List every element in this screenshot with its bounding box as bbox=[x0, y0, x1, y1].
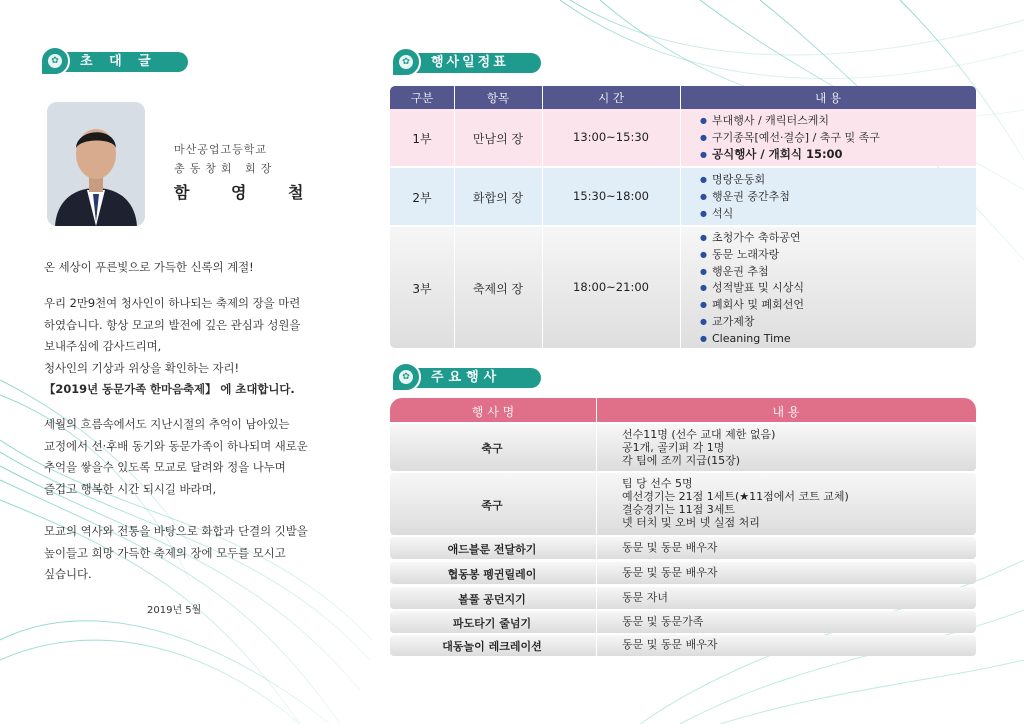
letter-line: 보내주심에 감사드리며, bbox=[44, 339, 162, 353]
letter-line: 교정에서 선·후배 동기와 동문가족이 하나되며 새로운 bbox=[44, 438, 308, 453]
invitation-title: 초 대 글 bbox=[54, 52, 188, 72]
schedule-content-item: ● Cleaning Time bbox=[700, 331, 804, 348]
events-title: 주요행사 bbox=[405, 368, 541, 388]
schedule-part: 3부 bbox=[412, 282, 432, 296]
event-desc-line: 동문 및 동문 배우자 bbox=[622, 541, 718, 554]
event-desc-line: 동문 및 동문 배우자 bbox=[622, 566, 718, 579]
event-name: 파도타기 줄넘기 bbox=[452, 617, 532, 630]
events-header-content: 내 용 bbox=[772, 405, 800, 419]
schedule-part: 1부 bbox=[412, 132, 432, 146]
schedule-content-item: ● 부대행사 / 캐릭터스케치 bbox=[700, 113, 880, 130]
schedule-content-item: ● 동문 노래자랑 bbox=[700, 247, 804, 264]
schedule-contents bbox=[700, 172, 790, 222]
event-desc-line: 동문 자녀 bbox=[622, 591, 669, 604]
schedule-content-item: ● 성적발표 및 시상식 bbox=[700, 280, 804, 297]
letter-line: 즐겁고 행복한 시간 되시길 바라며, bbox=[44, 481, 217, 496]
event-desc-line: 각 팀에 조끼 지급(15장) bbox=[622, 454, 741, 467]
letter-line: 추억을 쌓을수 있도록 모교로 달려와 정을 나누며 bbox=[44, 460, 286, 474]
event-name: 축구 bbox=[481, 442, 503, 455]
schedule-content-item: ● 공식행사 / 개회식 15:00 bbox=[700, 147, 880, 164]
school-name: 마산공업고등학교 bbox=[174, 143, 268, 156]
letter-line: 청사인의 기상과 위상을 확인하는 자리! bbox=[44, 360, 240, 375]
schedule-time: 15:30~18:00 bbox=[573, 189, 649, 203]
letter-line: 【2019년 동문가족 한마음축제】 에 초대합니다. bbox=[44, 382, 295, 396]
letter-date: 2019년 5월 bbox=[147, 605, 202, 616]
event-row bbox=[390, 424, 976, 471]
schedule-header-time: 시 간 bbox=[598, 91, 624, 105]
schedule-content-item: ● 폐회사 및 폐회선언 bbox=[700, 297, 804, 314]
event-desc-line: 공1개, 골키퍼 각 1명 bbox=[622, 441, 725, 454]
letter-line: 세월의 흐름속에서도 지난시절의 추억이 남아있는 bbox=[44, 417, 290, 431]
letter-line: 우리 2만9천여 청사인이 하나되는 축제의 장을 마련 bbox=[44, 296, 301, 310]
schedule-content-item: ● 행운권 중간추첨 bbox=[700, 189, 790, 206]
letter-paragraph-4 bbox=[44, 521, 334, 586]
schedule-header-part: 구분 bbox=[410, 91, 434, 105]
chairman-role: 총동창회 회장 bbox=[174, 162, 277, 175]
letter-line: 하였습니다. 항상 모교의 발전에 깊은 관심과 성원을 bbox=[44, 317, 301, 332]
badge-icon: ✿ bbox=[40, 46, 70, 76]
event-row bbox=[390, 635, 976, 656]
schedule-header-item: 항목 bbox=[486, 91, 510, 105]
schedule-row bbox=[390, 227, 976, 348]
schedule-content-item: ● 석식 bbox=[700, 206, 790, 223]
schedule-title: 행사일정표 bbox=[405, 53, 541, 73]
schedule-section-tag bbox=[391, 51, 541, 75]
schedule-contents bbox=[700, 230, 804, 348]
invitation-section-tag bbox=[40, 50, 188, 74]
schedule-item: 만남의 장 bbox=[472, 132, 524, 146]
letter-paragraph-1 bbox=[44, 257, 334, 279]
events-header-row bbox=[390, 398, 976, 422]
schedule-time: 18:00~21:00 bbox=[573, 280, 649, 294]
letter-paragraph-2 bbox=[44, 293, 334, 401]
letter-line: 모교의 역사와 전통을 바탕으로 화합과 단결의 깃발을 bbox=[44, 524, 308, 538]
event-name: 족구 bbox=[481, 499, 503, 512]
schedule-item: 축제의 장 bbox=[472, 282, 524, 296]
event-name: 애드블룬 전달하기 bbox=[447, 543, 537, 556]
letter-line: 높이들고 희망 가득한 축제의 장에 모두를 모시고 bbox=[44, 545, 286, 560]
event-name: 협동봉 펭귄릴레이 bbox=[447, 568, 537, 581]
event-row bbox=[390, 562, 976, 584]
schedule-content-item: ● 초청가수 축하공연 bbox=[700, 230, 804, 247]
event-desc-line: 선수11명 (선수 교대 제한 없음) bbox=[622, 428, 776, 441]
event-desc bbox=[622, 477, 849, 529]
schedule-part: 2부 bbox=[412, 191, 432, 205]
event-desc-line: 예선경기는 21점 1세트(★11점에서 코트 교체) bbox=[622, 490, 849, 503]
event-desc-line: 넷 터치 및 오버 넷 실점 처리 bbox=[622, 516, 760, 529]
chairman-portrait bbox=[47, 102, 145, 226]
schedule-content-item: ● 명랑운동회 bbox=[700, 172, 790, 189]
schedule-row bbox=[390, 168, 976, 225]
badge-icon: ✿ bbox=[391, 362, 421, 392]
letter-line: 온 세상이 푸른빛으로 가득한 신록의 계절! bbox=[44, 260, 254, 274]
event-desc bbox=[622, 428, 775, 467]
event-row bbox=[390, 611, 976, 633]
event-name: 대동놀이 레크레이션 bbox=[442, 640, 542, 653]
event-name: 볼풀 공던지기 bbox=[458, 593, 526, 606]
events-header-name: 행 사 명 bbox=[471, 405, 515, 419]
event-row bbox=[390, 587, 976, 609]
badge-icon: ✿ bbox=[391, 47, 421, 77]
schedule-header-content: 내 용 bbox=[815, 91, 841, 105]
schedule-item: 화합의 장 bbox=[472, 191, 524, 205]
event-desc-line: 결승경기는 11점 3세트 bbox=[622, 503, 735, 516]
event-desc-line: 팀 당 선수 5명 bbox=[622, 477, 693, 490]
schedule-content-item: ● 교가제창 bbox=[700, 314, 804, 331]
events-section-tag bbox=[391, 366, 541, 390]
schedule-time: 13:00~15:30 bbox=[573, 130, 649, 144]
schedule-header-row bbox=[390, 86, 976, 109]
event-desc-line: 동문 및 동문 배우자 bbox=[622, 638, 718, 651]
letter-paragraph-3 bbox=[44, 414, 334, 500]
event-row bbox=[390, 537, 976, 559]
chairman-name: 함 영 철 bbox=[174, 183, 322, 202]
schedule-contents bbox=[700, 113, 880, 163]
schedule-content-item: ● 구기종목[예선·결승] / 축구 및 족구 bbox=[700, 130, 880, 147]
event-desc-line: 동문 및 동문가족 bbox=[622, 615, 704, 628]
letter-line: 싶습니다. bbox=[44, 567, 92, 581]
schedule-row bbox=[390, 109, 976, 166]
schedule-content-item: ● 행운권 추첨 bbox=[700, 264, 804, 281]
event-row bbox=[390, 473, 976, 535]
